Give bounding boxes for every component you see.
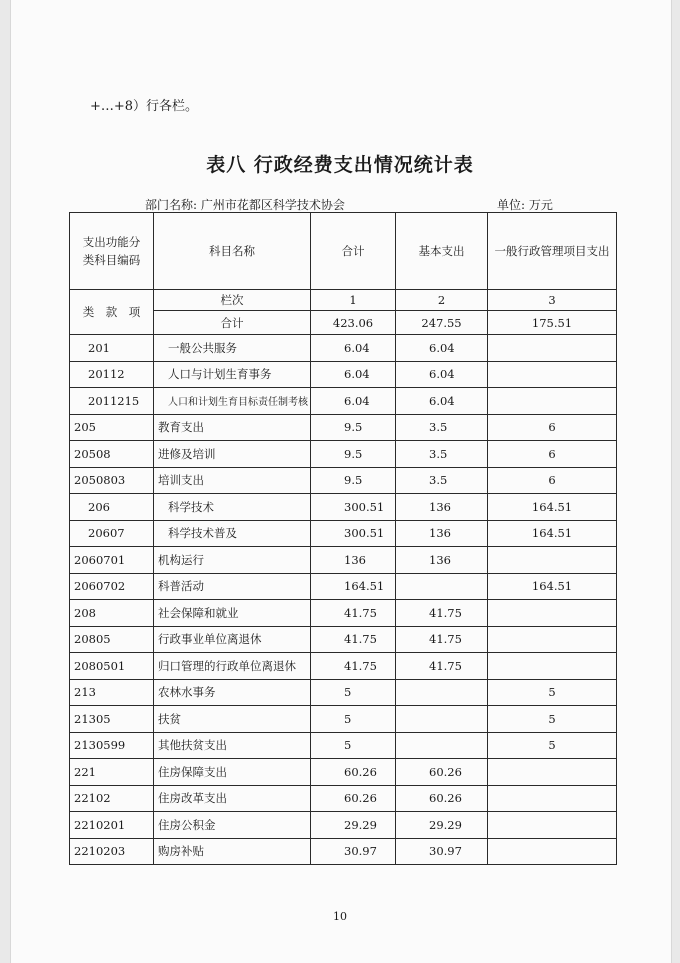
row-total: 9.5 (311, 467, 396, 494)
row-project (488, 626, 617, 653)
row-project (488, 600, 617, 627)
row-total: 29.29 (311, 812, 396, 839)
row-basic: 30.97 (396, 838, 488, 865)
row-project (488, 838, 617, 865)
row-project (488, 785, 617, 812)
row-code: 20508 (70, 441, 154, 468)
row-code: 2011215 (70, 388, 154, 415)
row-total: 9.5 (311, 441, 396, 468)
row-total: 41.75 (311, 600, 396, 627)
row-basic: 29.29 (396, 812, 488, 839)
row-basic: 136 (396, 520, 488, 547)
row-basic: 60.26 (396, 785, 488, 812)
row-total: 5 (311, 679, 396, 706)
row-project (488, 335, 617, 362)
row-code: 213 (70, 679, 154, 706)
row-basic: 41.75 (396, 653, 488, 680)
row-project: 164.51 (488, 494, 617, 521)
row-total: 164.51 (311, 573, 396, 600)
row-name: 社会保障和就业 (154, 600, 311, 627)
row-project: 6 (488, 414, 617, 441)
row-project (488, 547, 617, 574)
row-total: 41.75 (311, 626, 396, 653)
row-code: 205 (70, 414, 154, 441)
table-row (70, 732, 617, 759)
table-row (70, 494, 617, 521)
row-basic: 6.04 (396, 361, 488, 388)
row-basic: 41.75 (396, 600, 488, 627)
row-basic: 136 (396, 547, 488, 574)
row-code: 2060702 (70, 573, 154, 600)
row-project (488, 759, 617, 786)
table-row (70, 706, 617, 733)
header-basic: 基本支出 (396, 213, 488, 290)
table-row (70, 520, 617, 547)
total-basic: 247.55 (396, 311, 488, 335)
row-code: 2210201 (70, 812, 154, 839)
header-name: 科目名称 (154, 213, 311, 290)
row-total: 30.97 (311, 838, 396, 865)
header-total: 合计 (311, 213, 396, 290)
table-row (70, 547, 617, 574)
row-code: 201 (70, 335, 154, 362)
total-project: 175.51 (488, 311, 617, 335)
row-name: 住房改革支出 (154, 785, 311, 812)
table-row (70, 838, 617, 865)
row-basic (396, 573, 488, 600)
row-total: 60.26 (311, 759, 396, 786)
row-project (488, 388, 617, 415)
row-project (488, 653, 617, 680)
page-title: 表八 行政经费支出情况统计表 (206, 154, 474, 176)
row-basic (396, 706, 488, 733)
department-label: 部门名称: 广州市花都区科学技术协会 (145, 198, 345, 212)
header-xiang: 项 (128, 305, 141, 319)
row-project: 5 (488, 706, 617, 733)
row-name: 科学技术 (154, 494, 311, 521)
table-row (70, 626, 617, 653)
table-header-row (70, 213, 617, 290)
row-basic: 3.5 (396, 467, 488, 494)
column-number-2: 2 (396, 290, 488, 311)
row-name: 扶贫 (154, 706, 311, 733)
header-lei-kuan-xiang (70, 290, 154, 335)
row-code: 21305 (70, 706, 154, 733)
row-basic: 6.04 (396, 335, 488, 362)
row-project: 164.51 (488, 573, 617, 600)
row-name: 科普活动 (154, 573, 311, 600)
table-row (70, 441, 617, 468)
row-code: 20607 (70, 520, 154, 547)
row-total: 41.75 (311, 653, 396, 680)
row-total: 6.04 (311, 388, 396, 415)
row-name: 培训支出 (154, 467, 311, 494)
row-code: 2080501 (70, 653, 154, 680)
row-code: 221 (70, 759, 154, 786)
row-total: 6.04 (311, 335, 396, 362)
row-code: 20112 (70, 361, 154, 388)
total-label: 合计 (154, 311, 311, 335)
row-basic: 3.5 (396, 414, 488, 441)
column-number-row (70, 290, 617, 311)
row-total: 6.04 (311, 361, 396, 388)
row-total: 5 (311, 706, 396, 733)
column-number-1: 1 (311, 290, 396, 311)
row-code: 2050803 (70, 467, 154, 494)
row-code: 2060701 (70, 547, 154, 574)
column-row-label: 栏次 (154, 290, 311, 311)
row-project (488, 361, 617, 388)
table-row (70, 679, 617, 706)
row-name: 住房公积金 (154, 812, 311, 839)
row-basic: 6.04 (396, 388, 488, 415)
row-code: 206 (70, 494, 154, 521)
row-name: 进修及培训 (154, 441, 311, 468)
expenditure-table (69, 212, 617, 865)
table-row (70, 785, 617, 812)
row-name: 其他扶贫支出 (154, 732, 311, 759)
table-row (70, 414, 617, 441)
header-kuan: 款 (105, 305, 118, 319)
row-name: 教育支出 (154, 414, 311, 441)
row-total: 300.51 (311, 494, 396, 521)
table-row (70, 467, 617, 494)
row-project: 6 (488, 467, 617, 494)
intro-line: +…+8）行各栏。 (90, 99, 199, 114)
row-project: 5 (488, 679, 617, 706)
row-code: 2210203 (70, 838, 154, 865)
header-lei: 类 (82, 305, 95, 319)
row-project (488, 812, 617, 839)
row-total: 136 (311, 547, 396, 574)
row-name: 行政事业单位离退休 (154, 626, 311, 653)
page-number: 10 (333, 910, 347, 923)
row-name: 购房补贴 (154, 838, 311, 865)
row-basic: 41.75 (396, 626, 488, 653)
row-name: 住房保障支出 (154, 759, 311, 786)
row-code: 22102 (70, 785, 154, 812)
row-project: 5 (488, 732, 617, 759)
row-name: 归口管理的行政单位离退休 (154, 653, 311, 680)
unit-label: 单位: 万元 (497, 198, 553, 212)
row-total: 5 (311, 732, 396, 759)
table-row (70, 573, 617, 600)
row-total: 300.51 (311, 520, 396, 547)
row-name: 农林水事务 (154, 679, 311, 706)
row-name: 人口与计划生育事务 (154, 361, 311, 388)
row-basic: 60.26 (396, 759, 488, 786)
row-name: 机构运行 (154, 547, 311, 574)
table-row (70, 653, 617, 680)
row-total: 9.5 (311, 414, 396, 441)
header-code: 支出功能分 类科目编码 (70, 213, 154, 290)
row-basic: 3.5 (396, 441, 488, 468)
table-row (70, 600, 617, 627)
row-name: 一般公共服务 (154, 335, 311, 362)
row-total: 60.26 (311, 785, 396, 812)
row-basic (396, 679, 488, 706)
table-row (70, 335, 617, 362)
row-basic: 136 (396, 494, 488, 521)
row-name: 人口和计划生育目标责任制考核 (154, 388, 311, 415)
row-name: 科学技术普及 (154, 520, 311, 547)
row-project: 6 (488, 441, 617, 468)
row-code: 20805 (70, 626, 154, 653)
table-row (70, 759, 617, 786)
table-row (70, 361, 617, 388)
total-value: 423.06 (311, 311, 396, 335)
header-project: 一般行政管理项目支出 (488, 213, 617, 290)
row-basic (396, 732, 488, 759)
row-code: 208 (70, 600, 154, 627)
table-row (70, 388, 617, 415)
table-row (70, 812, 617, 839)
row-code: 2130599 (70, 732, 154, 759)
row-project: 164.51 (488, 520, 617, 547)
column-number-3: 3 (488, 290, 617, 311)
